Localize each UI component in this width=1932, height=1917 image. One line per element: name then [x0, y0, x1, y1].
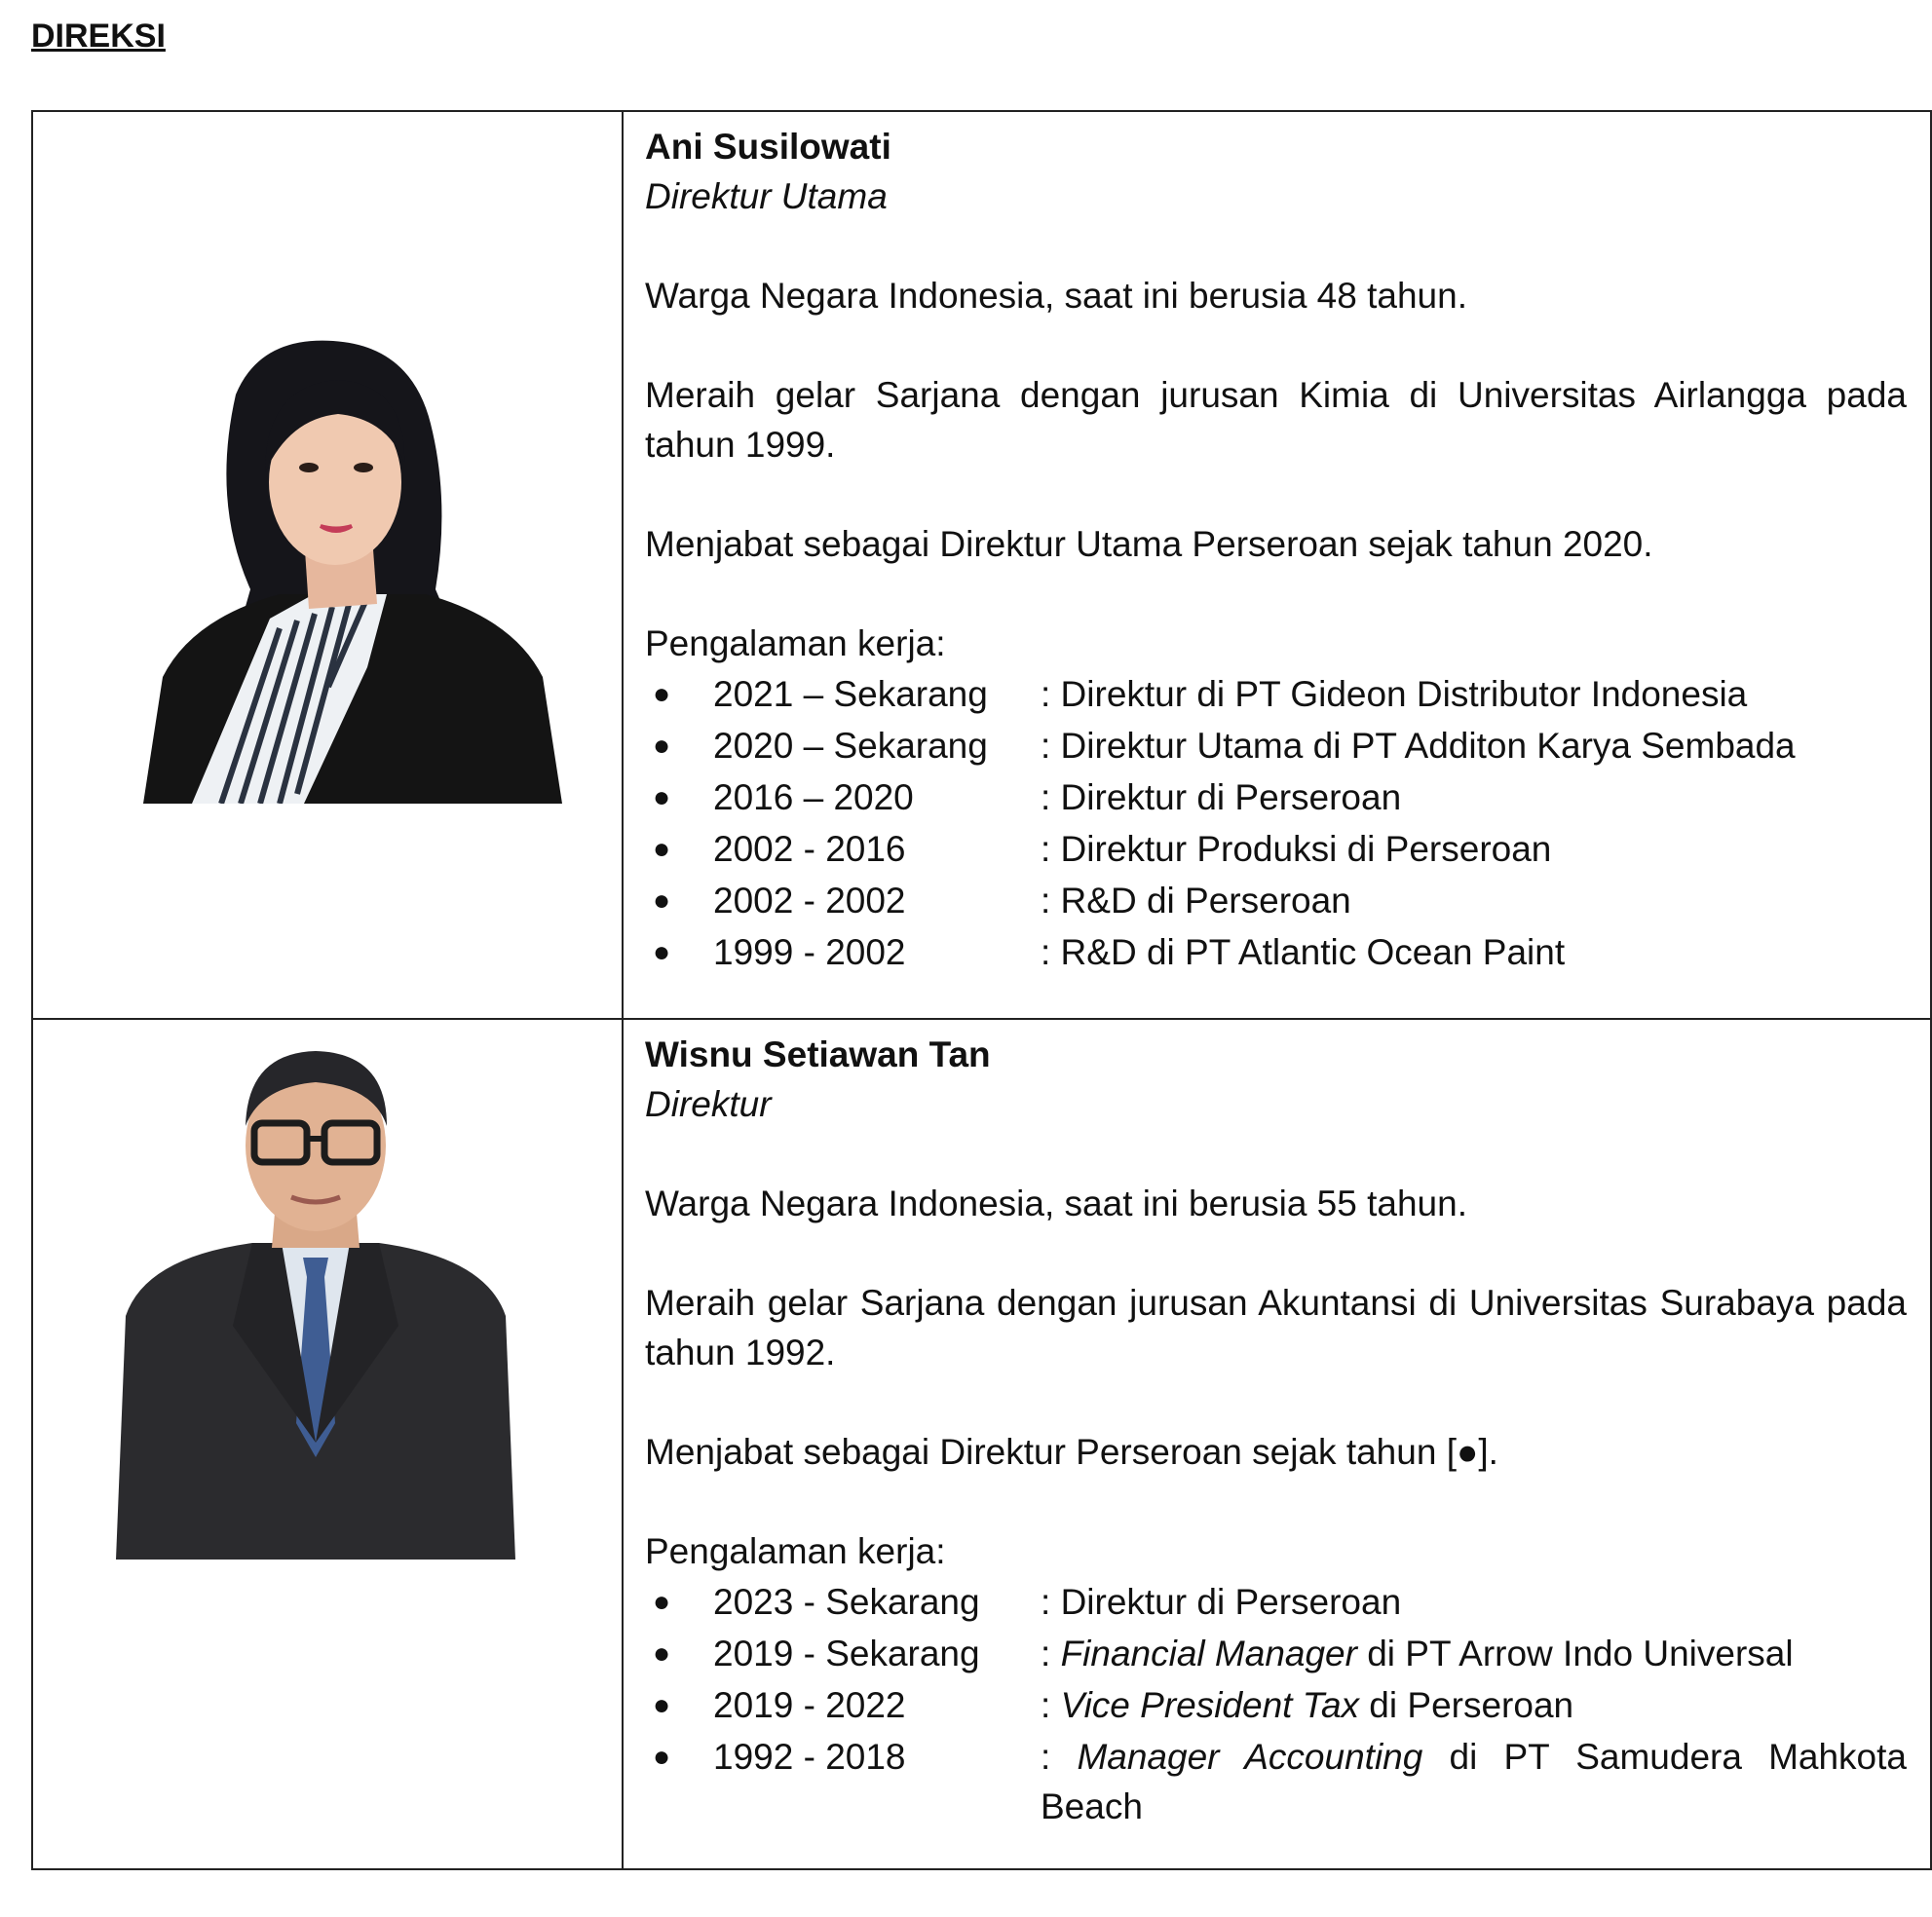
experience-period: 1992 - 2018	[713, 1737, 906, 1777]
experience-role: : Direktur Utama di PT Additon Karya Sembada	[1041, 726, 1796, 766]
citizenship-text: Warga Negara Indonesia, saat ini berusia 55 tahun.	[645, 1184, 1467, 1223]
experience-item	[645, 720, 1907, 771]
bullet-icon: ●	[653, 1586, 671, 1618]
experience-item	[645, 1628, 1907, 1679]
education-text: Meraih gelar Sarjana dengan jurusan Akuntansi di Universitas Surabaya pada tahun 1992.	[645, 1283, 1907, 1372]
bio-cell	[623, 111, 1931, 1019]
experience-item	[645, 1731, 1907, 1831]
experience-period: 2002 - 2016	[713, 829, 906, 869]
director-row	[32, 1019, 1931, 1869]
bullet-icon: ●	[653, 1637, 671, 1670]
experience-role: : Direktur di PT Gideon Distributor Indonesia	[1041, 674, 1748, 714]
experience-role: : R&D di PT Atlantic Ocean Paint	[1041, 932, 1566, 972]
bullet-icon: ●	[653, 678, 671, 710]
director-title: Direktur Utama	[645, 176, 888, 216]
experience-item	[645, 1679, 1907, 1731]
experience-item	[645, 668, 1907, 720]
director-photo	[116, 1034, 515, 1560]
bullet-icon: ●	[653, 936, 671, 968]
director-title: Direktur	[645, 1084, 772, 1124]
experience-period: 2002 - 2002	[713, 881, 906, 921]
experience-item	[645, 875, 1907, 926]
bullet-icon: ●	[653, 781, 671, 813]
education-text: Meraih gelar Sarjana dengan jurusan Kimia di Universitas Airlangga pada tahun 1999.	[645, 375, 1907, 465]
experience-role: : R&D di Perseroan	[1041, 881, 1351, 921]
position-text: Menjabat sebagai Direktur Utama Perseroan sejak tahun 2020.	[645, 524, 1653, 564]
experience-item	[645, 926, 1907, 978]
experience-item	[645, 823, 1907, 875]
experience-label: Pengalaman kerja:	[645, 623, 946, 663]
experience-period: 2020 – Sekarang	[713, 726, 988, 766]
experience-label: Pengalaman kerja:	[645, 1531, 946, 1571]
director-photo	[143, 336, 562, 804]
experience-role: : Vice President Tax di Perseroan	[1041, 1685, 1574, 1725]
experience-role: : Manager Accounting di PT Samudera Mahkota Beach	[1041, 1737, 1907, 1826]
directors-table	[31, 110, 1932, 1870]
experience-role: : Direktur di Perseroan	[1041, 1582, 1402, 1622]
photo-cell	[32, 111, 623, 1019]
position-text: Menjabat sebagai Direktur Perseroan sejak tahun [●].	[645, 1432, 1498, 1472]
section-heading: DIREKSI	[31, 18, 166, 55]
bullet-icon: ●	[653, 884, 671, 917]
experience-list	[645, 1576, 1907, 1831]
bullet-icon: ●	[653, 730, 671, 762]
experience-period: 2016 – 2020	[713, 777, 914, 817]
experience-item	[645, 1576, 1907, 1628]
director-name: Ani Susilowati	[645, 127, 891, 167]
experience-role: : Direktur di Perseroan	[1041, 777, 1402, 817]
experience-role: : Financial Manager di PT Arrow Indo Universal	[1041, 1634, 1794, 1673]
director-name: Wisnu Setiawan Tan	[645, 1034, 991, 1074]
experience-list	[645, 668, 1907, 978]
photo-cell	[32, 1019, 623, 1869]
experience-period: 2019 - 2022	[713, 1685, 906, 1725]
bullet-icon: ●	[653, 1741, 671, 1773]
bio-cell	[623, 1019, 1931, 1869]
experience-period: 1999 - 2002	[713, 932, 906, 972]
experience-period: 2019 - Sekarang	[713, 1634, 980, 1673]
experience-item	[645, 771, 1907, 823]
bullet-icon: ●	[653, 833, 671, 865]
experience-period: 2023 - Sekarang	[713, 1582, 980, 1622]
bullet-icon: ●	[653, 1689, 671, 1721]
citizenship-text: Warga Negara Indonesia, saat ini berusia 48 tahun.	[645, 276, 1467, 316]
director-row	[32, 111, 1931, 1019]
experience-role: : Direktur Produksi di Perseroan	[1041, 829, 1552, 869]
experience-period: 2021 – Sekarang	[713, 674, 988, 714]
